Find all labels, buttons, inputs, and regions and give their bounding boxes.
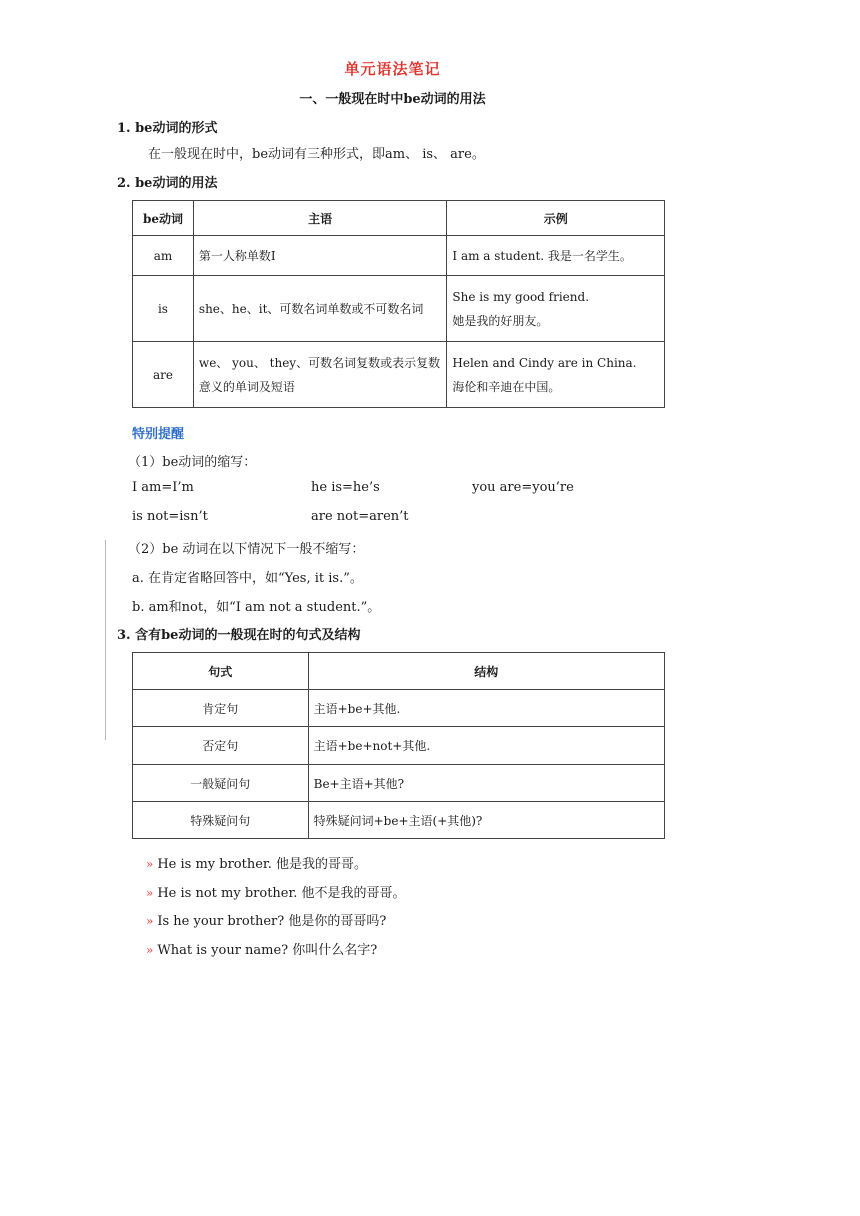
table-row	[133, 765, 665, 802]
table-row	[133, 727, 665, 765]
table-header-row	[133, 201, 665, 236]
example-line: 海伦和辛迪在中国。	[452, 379, 561, 394]
bullet-icon: »	[146, 943, 154, 957]
verb-cell: is	[133, 276, 194, 342]
subject-cell: 第一人称单数I	[193, 236, 446, 276]
section2-heading: 2. be动词的用法	[117, 176, 218, 191]
table-header: 句式	[133, 653, 309, 690]
example-line: 她是我的好朋友。	[452, 313, 549, 328]
table-row	[133, 342, 665, 408]
example-sentence	[146, 853, 367, 872]
example-text: He is my brother. 他是我的哥哥。	[157, 857, 367, 872]
page-title: 单元语法笔记	[344, 60, 441, 78]
example-cell	[447, 276, 665, 342]
sentence-structure-table	[132, 652, 665, 839]
table-row	[133, 690, 665, 727]
contraction: is not=isn’t	[132, 509, 208, 524]
verb-cell: am	[133, 236, 194, 276]
table-header: 示例	[447, 201, 665, 236]
scan-margin-line	[105, 540, 106, 740]
structure-cell: 特殊疑问词+be+主语(+其他)?	[308, 802, 664, 839]
subject-cell: she、he、it、可数名词单数或不可数名词	[193, 276, 446, 342]
bullet-icon: »	[146, 857, 154, 871]
example-line: I am a student. 我是一名学生。	[452, 249, 632, 263]
example-line: Helen and Cindy are in China.	[452, 355, 637, 370]
tip-item1: （1）be动词的缩写：	[128, 455, 257, 470]
contraction: I am=I’m	[132, 480, 194, 495]
type-cell: 一般疑问句	[133, 765, 309, 802]
example-text: Is he your brother? 他是你的哥哥吗?	[157, 914, 387, 929]
type-cell: 肯定句	[133, 690, 309, 727]
table-row	[133, 802, 665, 839]
table-row	[133, 276, 665, 342]
structure-cell: 主语+be+not+其他.	[308, 727, 664, 765]
type-cell: 否定句	[133, 727, 309, 765]
example-sentence	[146, 910, 386, 929]
be-usage-table	[132, 200, 665, 408]
tip-item2b: b. am和not，如“I am not a student.”。	[132, 600, 381, 615]
example-text: He is not my brother. 他不是我的哥哥。	[157, 886, 406, 901]
bullet-icon: »	[146, 914, 154, 928]
section3-heading: 3. 含有be动词的一般现在时的句式及结构	[117, 628, 361, 643]
example-cell	[447, 236, 665, 276]
type-cell: 特殊疑问句	[133, 802, 309, 839]
contraction: he is=he’s	[311, 480, 380, 495]
page-subtitle: 一、一般现在时中be动词的用法	[299, 92, 486, 107]
table-header: 结构	[308, 653, 664, 690]
example-sentence	[146, 882, 406, 901]
table-header: be动词	[133, 201, 194, 236]
contraction: are not=aren’t	[311, 509, 409, 524]
structure-cell: 主语+be+其他.	[308, 690, 664, 727]
section1-text: 在一般现在时中，be动词有三种形式，即am、 is、 are。	[148, 147, 485, 162]
contraction: you are=you’re	[472, 480, 574, 495]
tip-item2a: a. 在肯定省略回答中，如“Yes, it is.”。	[132, 571, 363, 586]
verb-cell: are	[133, 342, 194, 408]
bullet-icon: »	[146, 886, 154, 900]
section1-heading: 1. be动词的形式	[117, 121, 218, 136]
table-header: 主语	[193, 201, 446, 236]
table-header-row	[133, 653, 665, 690]
table-row	[133, 236, 665, 276]
tip-label: 特别提醒	[132, 427, 185, 442]
example-sentence	[146, 939, 377, 958]
subject-cell: we、 you、 they、可数名词复数或表示复数意义的单词及短语	[193, 342, 446, 408]
example-text: What is your name? 你叫什么名字?	[157, 943, 378, 958]
example-cell	[447, 342, 665, 408]
example-line: She is my good friend.	[452, 289, 590, 304]
structure-cell: Be+主语+其他?	[308, 765, 664, 802]
tip-item2: （2）be 动词在以下情况下一般不缩写：	[128, 542, 365, 557]
